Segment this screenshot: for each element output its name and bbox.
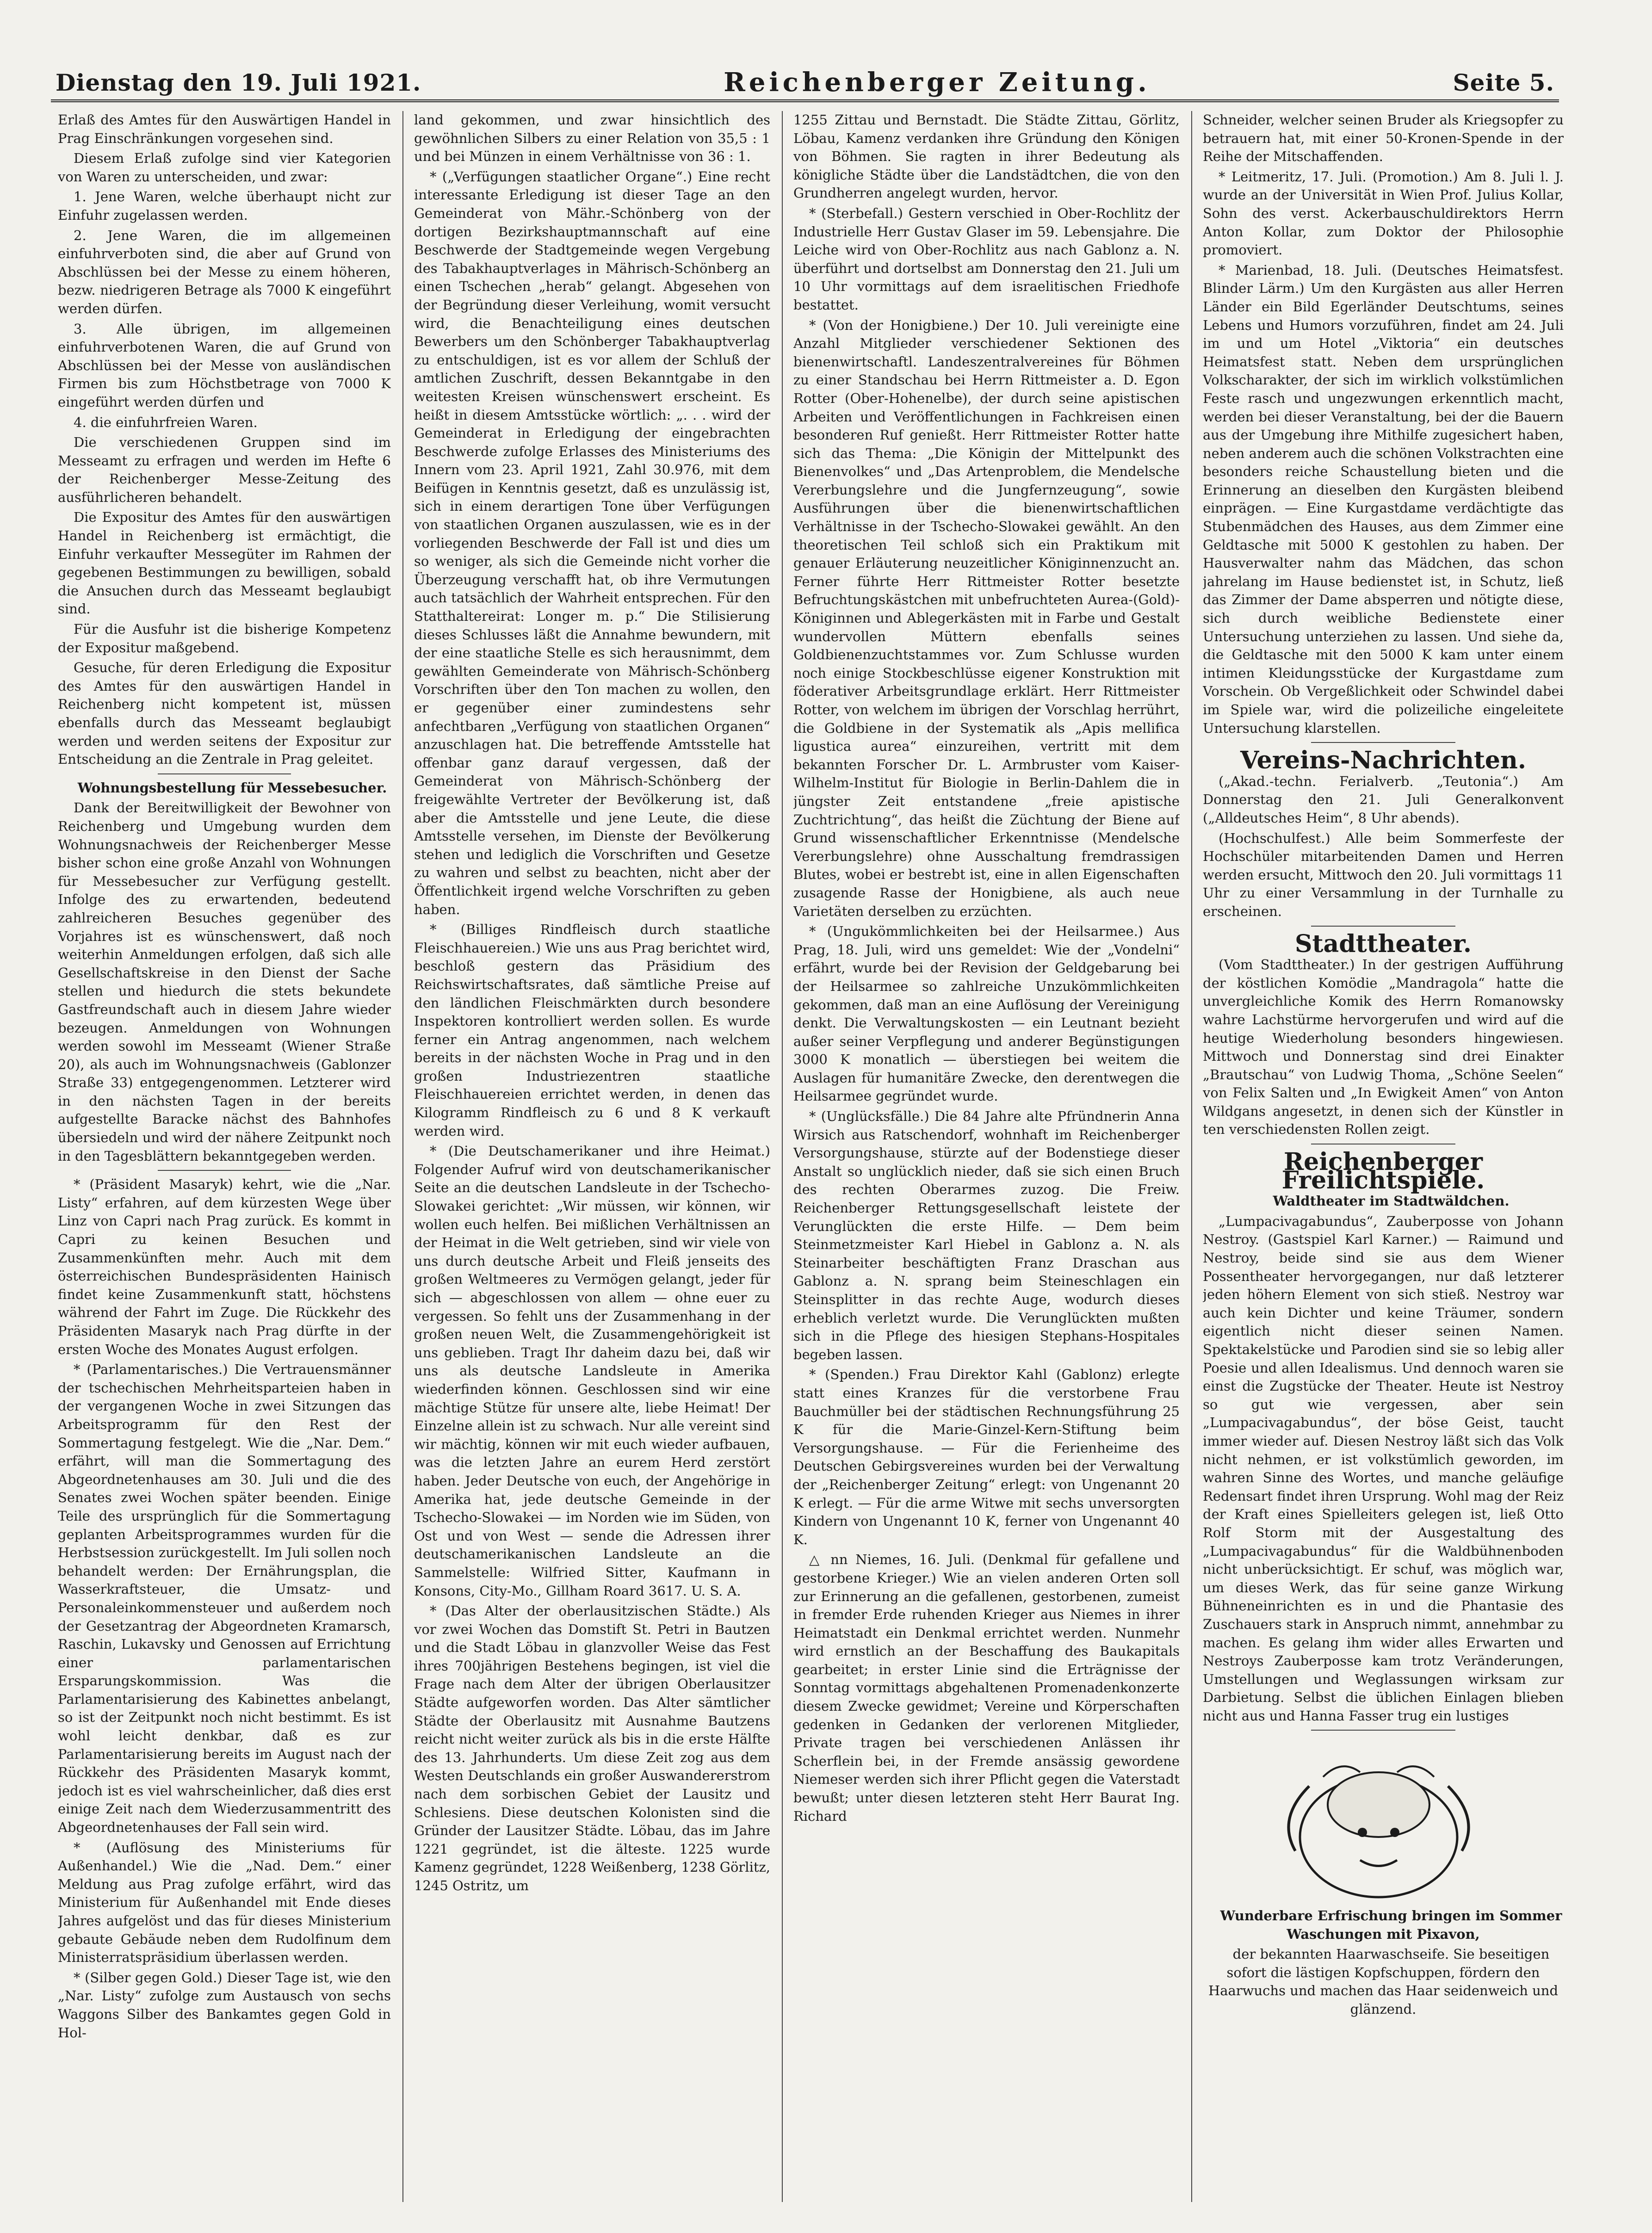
article-paragraph: 1255 Zittau und Bernstadt. Die Städte Zittau, Görlitz, Löbau, Kamenz verdanken ihre Gründung den Königen von Böhmen. Sie ragten in ihrer Bedeutung als königliche Städte über die Landstädtchen, die von den Grundherren angelegt wurden, hervor. <box>793 112 1180 201</box>
column-1 <box>58 111 391 2202</box>
article-paragraph: * (Unglücksfälle.) Die 84 Jahre alte Pfründnerin Anna Wirsich aus Ratschendorf, wohnhaft im Reichenberger Versorgungshause, stürzte auf der Bodenstiege dieser Anstalt so unglücklich nieder, daß sie sich einen Bruch des rechten Oberarmes zuzog. Die Freiw. Reichenberger Rettungsgesellschaft leistete der Verunglückten die erste Hilfe. — Dem beim Steinmetzmeister Karl Hiebel in Gablonz a. N. als Steinarbeiter beschäftigten Franz Draschan aus Gablonz a. N. sprang beim Steineschlagen ein Steinsplitter in das rechte Auge, wodurch dieses erheblich verletzt wurde. Die Verunglückten mußten sich in die Pflege des hiesigen Stephans-Hospitales begeben lassen. <box>793 1108 1180 1362</box>
article-paragraph: * (Das Alter der oberlausitzischen Städte.) Als vor zwei Wochen das Domstift St. Petri in Bautzen und die Stadt Löbau in glanzvoller Weise das Fest ihres 700jährigen Bestehens begingen, ist viel die Frage nach dem Alter der übrigen Oberlausitzer Städte aufgeworfen worden. Das Alter sämtlicher Städte der Oberlausitz mit Ausnahme Bautzens reicht nicht weiter zurück als bis in die erste Hälfte des 13. Jahrhunderts. Um diese Zeit zog aus dem Westen Deutschlands ein großer Auswandererstrom nach dem sorbischen Gebiet der Lausitz und Schlesiens. Diese deutschen Kolonisten sind die Gründer der Lausitzer Städte. Löbau, das im Jahre 1221 gegründet, ist die älteste. 1225 wurde Kamenz gegründet, 1228 Weißenberg, 1238 Görlitz, 1245 Ostritz, um <box>414 1603 770 1893</box>
masthead-date: Dienstag den 19. Juli 1921. <box>56 68 421 96</box>
article-paragraph: * (Silber gegen Gold.) Dieser Tage ist, wie den „Nar. Listy“ zufolge zum Austausch von sechs Waggons Silber des Bankamtes gegen Gold in Hol- <box>58 1969 391 2041</box>
article-paragraph: 2. Jene Waren, die im allgemeinen einfuhrverboten sind, die aber auf Grund von Abschlüssen bei der Messe zu einem höheren, bezw. niedrigeren Betrage als 7000 K eingeführt werden dürfen. <box>58 227 391 316</box>
article-paragraph: (Hochschulfest.) Alle beim Sommerfeste der Hochschüler mitarbeitenden Damen und Herren werden ersucht, Mittwoch den 20. Juli vormittags 11 Uhr zu einer Versammlung in der Turnhalle zu erscheinen. <box>1203 830 1564 919</box>
advertisement-illustration <box>1203 1744 1554 1902</box>
section-divider <box>1311 742 1455 743</box>
column-4 <box>1203 111 1564 2202</box>
article-paragraph: * Leitmeritz, 17. Juli. (Promotion.) Am 8. Juli l. J. wurde an der Universität in Wien Prof. Julius Kollar, Sohn des verst. Ackerbauschuldirektors Herrn Anton Kollar, zum Doktor der Philosophie promoviert. <box>1203 168 1564 258</box>
article-paragraph: Für die Ausfuhr ist die bisherige Kompetenz der Expositur maßgebend. <box>58 621 391 656</box>
article-paragraph: 3. Alle übrigen, im allgemeinen einfuhrverbotenen Waren, die auf Grund von Abschlüssen bei der Messe von ausländischen Firmen bis zum Höchstbetrage von 7000 K eingeführt werden dürfen und <box>58 321 391 410</box>
article-paragraph: Schneider, welcher seinen Bruder als Kriegsopfer zu betrauern hat, mit einer 50-Kronen-Spende in der Reihe der Mitschaffenden. <box>1203 112 1564 165</box>
article-paragraph: 4. die einfuhrfreien Waren. <box>74 414 258 430</box>
article-paragraph: * (Die Deutschamerikaner und ihre Heimat.) Folgender Aufruf wird von deutschamerikanischer Seite an die deutschen Landsleute in der Tschecho-Slowakei gerichtet: „Wir müssen, wir können, wir wollen euch helfen. Bei mißlichen Verhältnissen an der Heimat in die Welt getrieben, sind wir viele von uns durch deutsche Arbeit und Fleiß jenseits des großen Weltmeeres zu Vermögen gelangt, jeder für sich — abgeschlossen von allem — ohne euer zu vergessen. So fehlt uns der Zusammenhang in der großen neuen Welt, die Zusammengehörigkeit ist uns geblieben. Tragt Ihr daheim dazu bei, daß wir uns als deutsche Landsleute in Amerika wiederfinden können. Geschlossen sind wir eine mächtige Stütze für unsere alte, liebe Heimat! Der Einzelne allein ist zu schwach. Nur alle vereint sind wir mächtig, können wir mit euch wieder aufbauen, was die letzten Jahre an eurem Herd zerstört haben. Jeder Deutsche von euch, der Angehörige in Amerika hat, jede deutsche Gemeinde in der Tschecho-Slowakei — im Norden wie im Süden, von Ost und von West — sende die Adressen ihrer deutschamerikanischen Landsleute an die Sammelstelle: Wilfried Sitter, Kaufmann in Konsons, City-Mo., Gillham Roard 3617. U. S. A. <box>414 1143 770 1599</box>
article-paragraph: * Marienbad, 18. Juli. (Deutsches Heimatsfest. Blinder Lärm.) Um den Kurgästen aus aller Herren Länder ein Bild Egerländer Deutschtums, seines Lebens und Humors vorzuführen, findet am 24. Juli im und um Hotel „Viktoria“ ein deutsches Heimatsfest statt. Neben dem ursprünglichen Volkscharakter, der sich im wirklich volkstümlichen Feste rasch und ungezwungen erkenntlich macht, werden bei dieser Veranstaltung, bei der die Bauern aus der Umgebung ihre Mithilfe zugesichert haben, neben anderem auch die schönen Volkstrachten eine besonders reiche Schaustellung bieten und die Erinnerung an dieselben den Kurgästen bleibend einprägen. — Eine Kurgastdame verdächtigte das Stubenmädchen des Hauses, aus dem Zimmer eine Geldtasche mit 5000 K gestohlen zu haben. Der Hausverwalter nahm das Mädchen, das schon jahrelang im Hause bedienstet ist, in Schutz, ließ das Zimmer der Dame absperren und nötigte diese, sich durch weibliche Bedienstete einer Untersuchung unterziehen zu lassen. Und siehe da, die Geldtasche mit den 5000 K kam unter einem intimen Kleidungsstücke der Kurgastdame zum Vorschein. Ob Vergeßlichkeit oder Schwindel dabei im Spiele war, wird die polizeiliche eingeleitete Untersuchung klarstellen. <box>1203 262 1564 736</box>
column-rule <box>402 111 403 2202</box>
article-paragraph: Erlaß des Amtes für den Auswärtigen Handel in Prag Einschränkungen vorgesehen sind. <box>58 112 391 146</box>
article-paragraph: * (Präsident Masaryk) kehrt, wie die „Nar. Listy“ erfahren, auf dem kürzesten Wege über Linz von Capri nach Prag zurück. Es kommt in Capri zu keinen Besuchen und Zusammenkünften mehr. Auch mit dem österreichischen Bundespräsidenten Hainisch findet keine Zusammenkunft statt, höchstens während der Fahrt im Zuge. Die Rückkehr des Präsidenten Masaryk nach Prag dürfte in der ersten Woche des Monates August erfolgen. <box>58 1176 391 1357</box>
article-paragraph: * (Spenden.) Frau Direktor Kahl (Gablonz) erlegte statt eines Kranzes für die verstorbene Frau Bauchmüller bei der städtischen Rechnungsführung 25 K für die Marie-Ginzel-Kern-Stiftung beim Versorgungshause. — Für die Ferienheime des Deutschen Gebirgsvereines wurden bei der Verwaltung der „Reichenberger Zeitung“ erlegt: von Ungenannt 20 K erlegt. — Für die arme Witwe mit sechs unversorgten Kindern von Ungenannt 10 K, ferner von Ungenannt 40 K. <box>793 1367 1180 1547</box>
section-heading-vereins: Vereins-Nachrichten. <box>1240 746 1526 775</box>
article-paragraph: (Vom Stadttheater.) In der gestrigen Aufführung der köstlichen Komödie „Mandragola“ hatte die unvergleichliche Komik des Herrn Romanowsky wahre Lachstürme hervorgerufen und wird auf die heutige Wiederholung besonders hingewiesen. Mittwoch und Donnerstag sind drei Einakter „Brautschau“ von Ludwig Thoma, „Schöne Seelen“ von Felix Salten und „In Ewigkeit Amen“ von Anton Wildgans angesetzt, in denen sich der Künstler in ten verschiedensten Rollen zeigt. <box>1203 957 1564 1138</box>
page-number: Seite 5. <box>1453 68 1554 96</box>
section-divider <box>1311 1730 1455 1731</box>
article-heading: Wohnungsbestellung für Messebesucher. <box>77 779 387 796</box>
article-paragraph: „Lumpacivagabundus“, Zauberposse von Johann Nestroy. (Gastspiel Karl Karner.) — Raimund und Nestroy, beide sind sie aus dem Wiener Possentheater hervorgegangen, nur daß letzterer jeden höhern Element von sich stieß. Nestroy war auch kein Dichter und keine Träumer, sondern eigentlich nicht dieser seinen Namen. Spektakelstücke und Parodien sind sie so lebig aller Poesie und allen Idealismus. Und dennoch waren sie einst die Zugstücke der Theater. Heute ist Nestroy so gut wie vergessen, aber sein „Lumpacivagabundus“, der böse Geist, taucht immer wieder auf. Diesen Nestroy läßt sich das Volk nicht nehmen, er ist volkstümlich geworden, im wahren Sinne des Wortes, und manche geläufige Redensart findet ihren Ursprung. Wohl mag der Reiz der Kraft eines Spielleiters gelegen ist, ließ Otto Rolf Storm mit der Ausgestaltung des „Lumpacivagabundus“ für die Waldbühnenboden nicht unberücksichtigt. Er schuf, was möglich war, um dieses Werk, das für seine ganze Wirkung Bühneneinrichten es in und die Phantasie des Zuschauers stark in Anspruch nimmt, annehmbar zu machen. Es gelang ihm wider alles Erwarten und Nestroys Zauberposse kam trotz Veränderungen, Umstellungen und Weglassungen wirksam zur Darbietung. Selbst die üblichen Einlagen blieben nicht aus und Hanna Fasser trug ein lustiges <box>1203 1213 1564 1724</box>
column-rule <box>1191 111 1192 2202</box>
article-paragraph: Die verschiedenen Gruppen sind im Messeamt zu erfragen und werden im Hefte 6 der Reichenberger Messe-Zeitung des ausführlicheren behandelt. <box>58 434 391 505</box>
section-heading-freilichtspiele: Reichenberger Freilichtspiele. <box>1281 1148 1485 1194</box>
masthead-title: Reichenberger Zeitung. <box>724 67 1151 98</box>
section-divider <box>1311 926 1455 927</box>
article-paragraph: * (Ungukömmlichkeiten bei der Heilsarmee.) Aus Prag, 18. Juli, wird uns gemeldet: Wie der „Vondelni“ erfährt, wurde bei der Revision der Geldgebarung bei der Heilsarmee so zahlreiche Unzukömmlichkeiten gekommen, daß man an eine Auflösung der Vereinigung denkt. Die Verwaltungskosten — ein Leutnant bezieht außer seiner Verpflegung und anderer Begünstigungen 3000 K monatlich — überstiegen bei weitem die Auslagen für humanitäre Zwecke, den derentwegen die Heilsarmee gegründet wurde. <box>793 923 1180 1104</box>
section-divider <box>158 773 291 774</box>
article-paragraph: * (Von der Honigbiene.) Der 10. Juli vereinigte eine Anzahl Mitglieder verschiedener Sektionen des bienenwirtschaftl. Landeszentralvereines für Böhmen zu einer Standschau bei Herrn Rittmeister a. D. Egon Rotter (Ober-Hohenelbe), der durch seine apistischen Arbeiten und Veröffentlichungen in Fachkreisen einen besonderen Ruf genießt. Herr Rittmeister Rotter hatte sich das Thema: „Die Königin der Mittelpunkt des Bienenvolkes“ und „Das Artenproblem, die Mendelsche Vererbungslehre und die Jungfernzeugung“, sowie Ausführungen über die bienenwirtschaftlichen Verhältnisse in der Tschecho-Slowakei gewählt. An den theoretischen Teil schloß sich ein Praktikum mit genauer Erläuterung neuzeitlicher Königinnenzucht an. Ferner führte Herr Rittmeister Rotter besetzte Befruchtungskästchen mit unbefruchteten Aurea-(Gold)-Königinnen und Ablegerkästen mit in Farbe und Gestalt wundervollen Müttern ebenfalls seines Goldbienenzuchtstammes vor. Zum Schlusse wurden noch einige Stockbeschlüsse eigener Konstruktion mit föderativer Arbeitsgrundlage erklärt. Herr Rittmeister Rotter, von welchem im übrigen der Vorschlag herrührt, die Goldbiene in der Systematik als „Apis mellifica ligustica aurea“ einzureihen, vertritt mit dem bekannten Forscher Dr. L. Armbruster vom Kaiser-Wilhelm-Institut für Biologie in Berlin-Dahlem die in jüngster Zeit entstandene „freie apistische Zuchtrichtung“, das heißt die Züchtung der Biene auf Grund wissenschaftlicher Erkenntnisse (Mendelsche Vererbungslehre) ohne Ausschaltung fremdrassigen Blutes, wobei er bestrebt ist, eine in allen Eigenschaften zusagende Rasse der Honigbiene, als auch neue Varietäten derselben zu erzüchten. <box>793 317 1180 919</box>
masthead <box>56 59 1554 105</box>
article-paragraph: Gesuche, für deren Erledigung die Expositur des Amtes für den auswärtigen Handel in Reichenberg nicht kompetent ist, müssen ebenfalls durch das Messeamt beglaubigt werden und werden seitens der Expositur zur Entscheidung an die Zentrale in Prag geleitet. <box>58 660 391 767</box>
section-subheading: Waldtheater im Stadtwäldchen. <box>1273 1193 1510 1209</box>
column-3 <box>793 111 1180 2202</box>
article-paragraph: 1. Jene Waren, welche überhaupt nicht zur Einfuhr zugelassen werden. <box>58 189 391 223</box>
article-paragraph: land gekommen, und zwar hinsichtlich des gewöhnlichen Silbers zu einer Relation von 35,5 : 1 und bei Münzen in einem Verhältnisse von 36 : 1. <box>414 112 770 165</box>
article-paragraph: △ nn Niemes, 16. Juli. (Denkmal für gefallene und gestorbene Krieger.) Wie an vielen anderen Orten soll zur Erinnerung an die gefallenen, gestorbenen, zumeist in fremder Erde ruhenden Krieger aus Niemes in ihrer Heimatstadt ein Denkmal errichtet werden. Nunmehr wird ernstlich an der Beschaffung des Baukapitals gearbeitet; in erster Linie sind die Erträgnisse der Sonntag vormittags abgehaltenen Promenadenkonzerte diesem Zwecke gewidmet; Vereine und Körperschaften gedenken in Gedanken der verlorenen Mitglieder, Private tragen bei verschiedenen Anlässen ihr Scherflein bei, in der Fremde ansässig gewordene Niemeser werden sich ihrer Pflicht gegen die Vaterstadt bewußt; unter diesen letzteren steht Herr Baurat Ing. Richard <box>793 1552 1180 1824</box>
article-paragraph: * (Billiges Rindfleisch durch staatliche Fleischhauereien.) Wie uns aus Prag berichtet wird, beschloß gestern das Präsidium des Reichswirtschaftsrates, daß sämtliche Preise auf den ländlichen Fleischmärkten durch besondere Inspektoren kontrolliert werden sollen. Es wurde ferner ein Antrag angenommen, nach welchem bereits in der nächsten Woche in Prag und in den großen Industriezentren staatliche Fleischhauereien errichtet werden, in denen das Kilogramm Rindfleisch zu 6 und 8 K verkauft werden wird. <box>414 922 770 1139</box>
article-paragraph: Diesem Erlaß zufolge sind vier Kategorien von Waren zu unterscheiden, und zwar: <box>58 150 391 185</box>
section-divider <box>158 1170 291 1171</box>
advertisement-headline: Wunderbare Erfrischung bringen im Sommer Waschungen mit Pixavon, <box>1220 1908 1562 1942</box>
section-heading-stadttheater: Stadttheater. <box>1294 929 1472 958</box>
article-paragraph: * (Sterbefall.) Gestern verschied in Ober-Rochlitz der Industrielle Herr Gustav Glaser im 59. Lebensjahre. Die Leiche wird von Ober-Rochlitz aus nach Gablonz a. N. überführt und dortselbst am Donnerstag den 21. Juli um 10 Uhr vormittags auf dem israelitischen Friedhofe bestattet. <box>793 205 1180 313</box>
header-rule <box>51 99 1559 102</box>
article-paragraph: Die Expositur des Amtes für den auswärtigen Handel in Reichenberg ist ermächtigt, die Einfuhr verkaufter Messegüter im Rahmen der gegebenen Bestimmungen zu bewilligen, sobald die Ansuchen durch das Messeamt beglaubigt sind. <box>58 509 391 617</box>
article-paragraph: * („Verfügungen staatlicher Organe“.) Eine recht interessante Erledigung ist dieser Tage an den Gemeinderat von Mähr.-Schönberg von der dortigen Bezirkshauptmannschaft auf eine Beschwerde der Stadtgemeinde wegen Vergebung des Tabakhauptverlages in Mährisch-Schönberg an einen Tschechen „herab“ gelangt. Abgesehen von der Begründung dieser Verleihung, womit versucht wird, die Benachteiligung eines deutschen Bewerbers um den Schönberger Tabakhauptverlag zu entschuldigen, ist es vor allem der Schluß der amtlichen Zuschrift, dessen Bekanntgabe in den weitesten Kreisen wünschenswert erscheint. Es heißt in diesem Amtsstücke wörtlich: „. . . wird der Gemeinderat in Erledigung der eingebrachten Beschwerde zufolge Erlasses des Ministeriums des Innern vom 23. April 1921, Zahl 30.976, mit dem Beifügen in Kenntnis gesetzt, daß es unzulässig ist, sich in einem derartigen Tone über Verfügungen von staatlichen Organen auszulassen, wie es in der vorliegenden Beschwerde der Fall ist und dies um so weniger, als sich die Gemeinde nicht vorher die Überzeugung verschafft hat, ob ihre Vermutungen auch tatsächlich der Wahrheit entsprechen. Für den Statthaltereirat: Longer m. p.“ Die Stilisierung dieses Schlusses läßt die Annahme bewundern, mit der eine staatliche Stelle es sich herausnimmt, dem gewählten Gemeinderate von Mährisch-Schönberg Vorschriften über den Ton machen zu wollen, den er gegenüber einer zumindestens sehr anfechtbaren „Verfügung von staatlichen Organen“ anzuschlagen hat. Die betreffende Amtsstelle hat offenbar ganz darauf vergessen, daß der Gemeinderat von Mährisch-Schönberg der freigewählte Vertreter der Bevölkerung ist, daß aber die Amtsstelle und jene Leute, die diese Amtsstelle versehen, im Dienste der Bevölkerung stehen und lediglich die Vorschriften und Gesetze zu wahren und selbst zu beachten, nicht aber der Öffentlichkeit irgend welche Vorschriften zu geben haben. <box>414 168 770 917</box>
article-paragraph: Dank der Bereitwilligkeit der Bewohner von Reichenberg und Umgebung wurden dem Wohnungsnachweis der Reichenberger Messe bisher schon eine große Anzahl von Wohnungen für Messebesucher zur Verfügung gestellt. Infolge des zu erwartenden, bedeutend zahlreicheren Besuches gegenüber des Vorjahres ist es wünschenswert, daß noch weiterhin Anmeldungen erfolgen, daß sich alle Gesellschaftskreise in den Dienst der Sache stellen und hiedurch die stets bekundete Gastfreundschaft auch in diesem Jahre wieder bezeugen. Anmeldungen von Wohnungen werden sowohl im Messeamt (Wiener Straße 20), als auch im Wohnungsnachweis (Gablonzer Straße 33) entgegengenommen. Letzterer wird in den nächsten Tagen in der bereits aufgestellte Baracke nächst des Bahnhofes übersiedeln und wird der nähere Zeitpunkt noch in den Tagesblättern bekanntgegeben werden. <box>58 800 391 1164</box>
article-paragraph: * (Parlamentarisches.) Die Vertrauensmänner der tschechischen Mehrheitsparteien haben in der vergangenen Woche in zwei Sitzungen das Arbeitsprogramm für den Rest der Sommertagung festgelegt. Wie die „Nar. Dem.“ erfährt, will man die Sommertagung des Abgeordnetenhauses am 30. Juli und die des Senates zwei Wochen später beenden. Einige Teile des ursprünglich für die Sommertagung geplanten Arbeitsprogrammes wurden für die Herbstsession zurückgestellt. Im Juli sollen noch behandelt werden: Der Ernährungsplan, die Wasserkraftsteuer, die Umsatz- und Personaleinkommensteuer und außerdem noch der Gesetzantrag der Abgeordneten Kramarsch, Raschin, Lukavsky und Genossen auf Errichtung einer parlamentarischen Ersparungskommission. Was die Parlamentarisierung des Kabinettes anbelangt, so ist der Zeitpunkt noch nicht bestimmt. Es ist wohl leicht denkbar, daß es zur Parlamentarisierung bereits im August nach der Rückkehr des Präsidenten Masaryk kommt, jedoch ist es viel wahrscheinlicher, daß dies erst einige Zeit nach dem Wiederzusammentritt des Abgeordnetenhauses der Fall sein wird. <box>58 1361 391 1836</box>
column-rule <box>782 111 783 2202</box>
advertisement-text: der bekannten Haarwaschseife. Sie beseitigen sofort die lästigen Kopfschuppen, fördern den Haarwuchs und machen das Haar seidenweich und glänzend. <box>1208 1946 1559 2017</box>
column-2 <box>414 111 770 2202</box>
article-paragraph: („Akad.-techn. Ferialverb. „Teutonia“.) Am Donnerstag den 21. Juli Generalkonvent („Alldeutsches Heim“, 8 Uhr abends). <box>1203 773 1564 826</box>
article-paragraph: * (Auflösung des Ministeriums für Außenhandel.) Wie die „Nad. Dem.“ einer Meldung aus Prag zufolge erfährt, wird das Ministerium für Außenhandel mit Ende dieses Jahres aufgelöst und das für dieses Ministerium gebaute Gebäude neben dem Rudolfinum dem Ministerratspräsidium überlassen werden. <box>58 1839 391 1966</box>
